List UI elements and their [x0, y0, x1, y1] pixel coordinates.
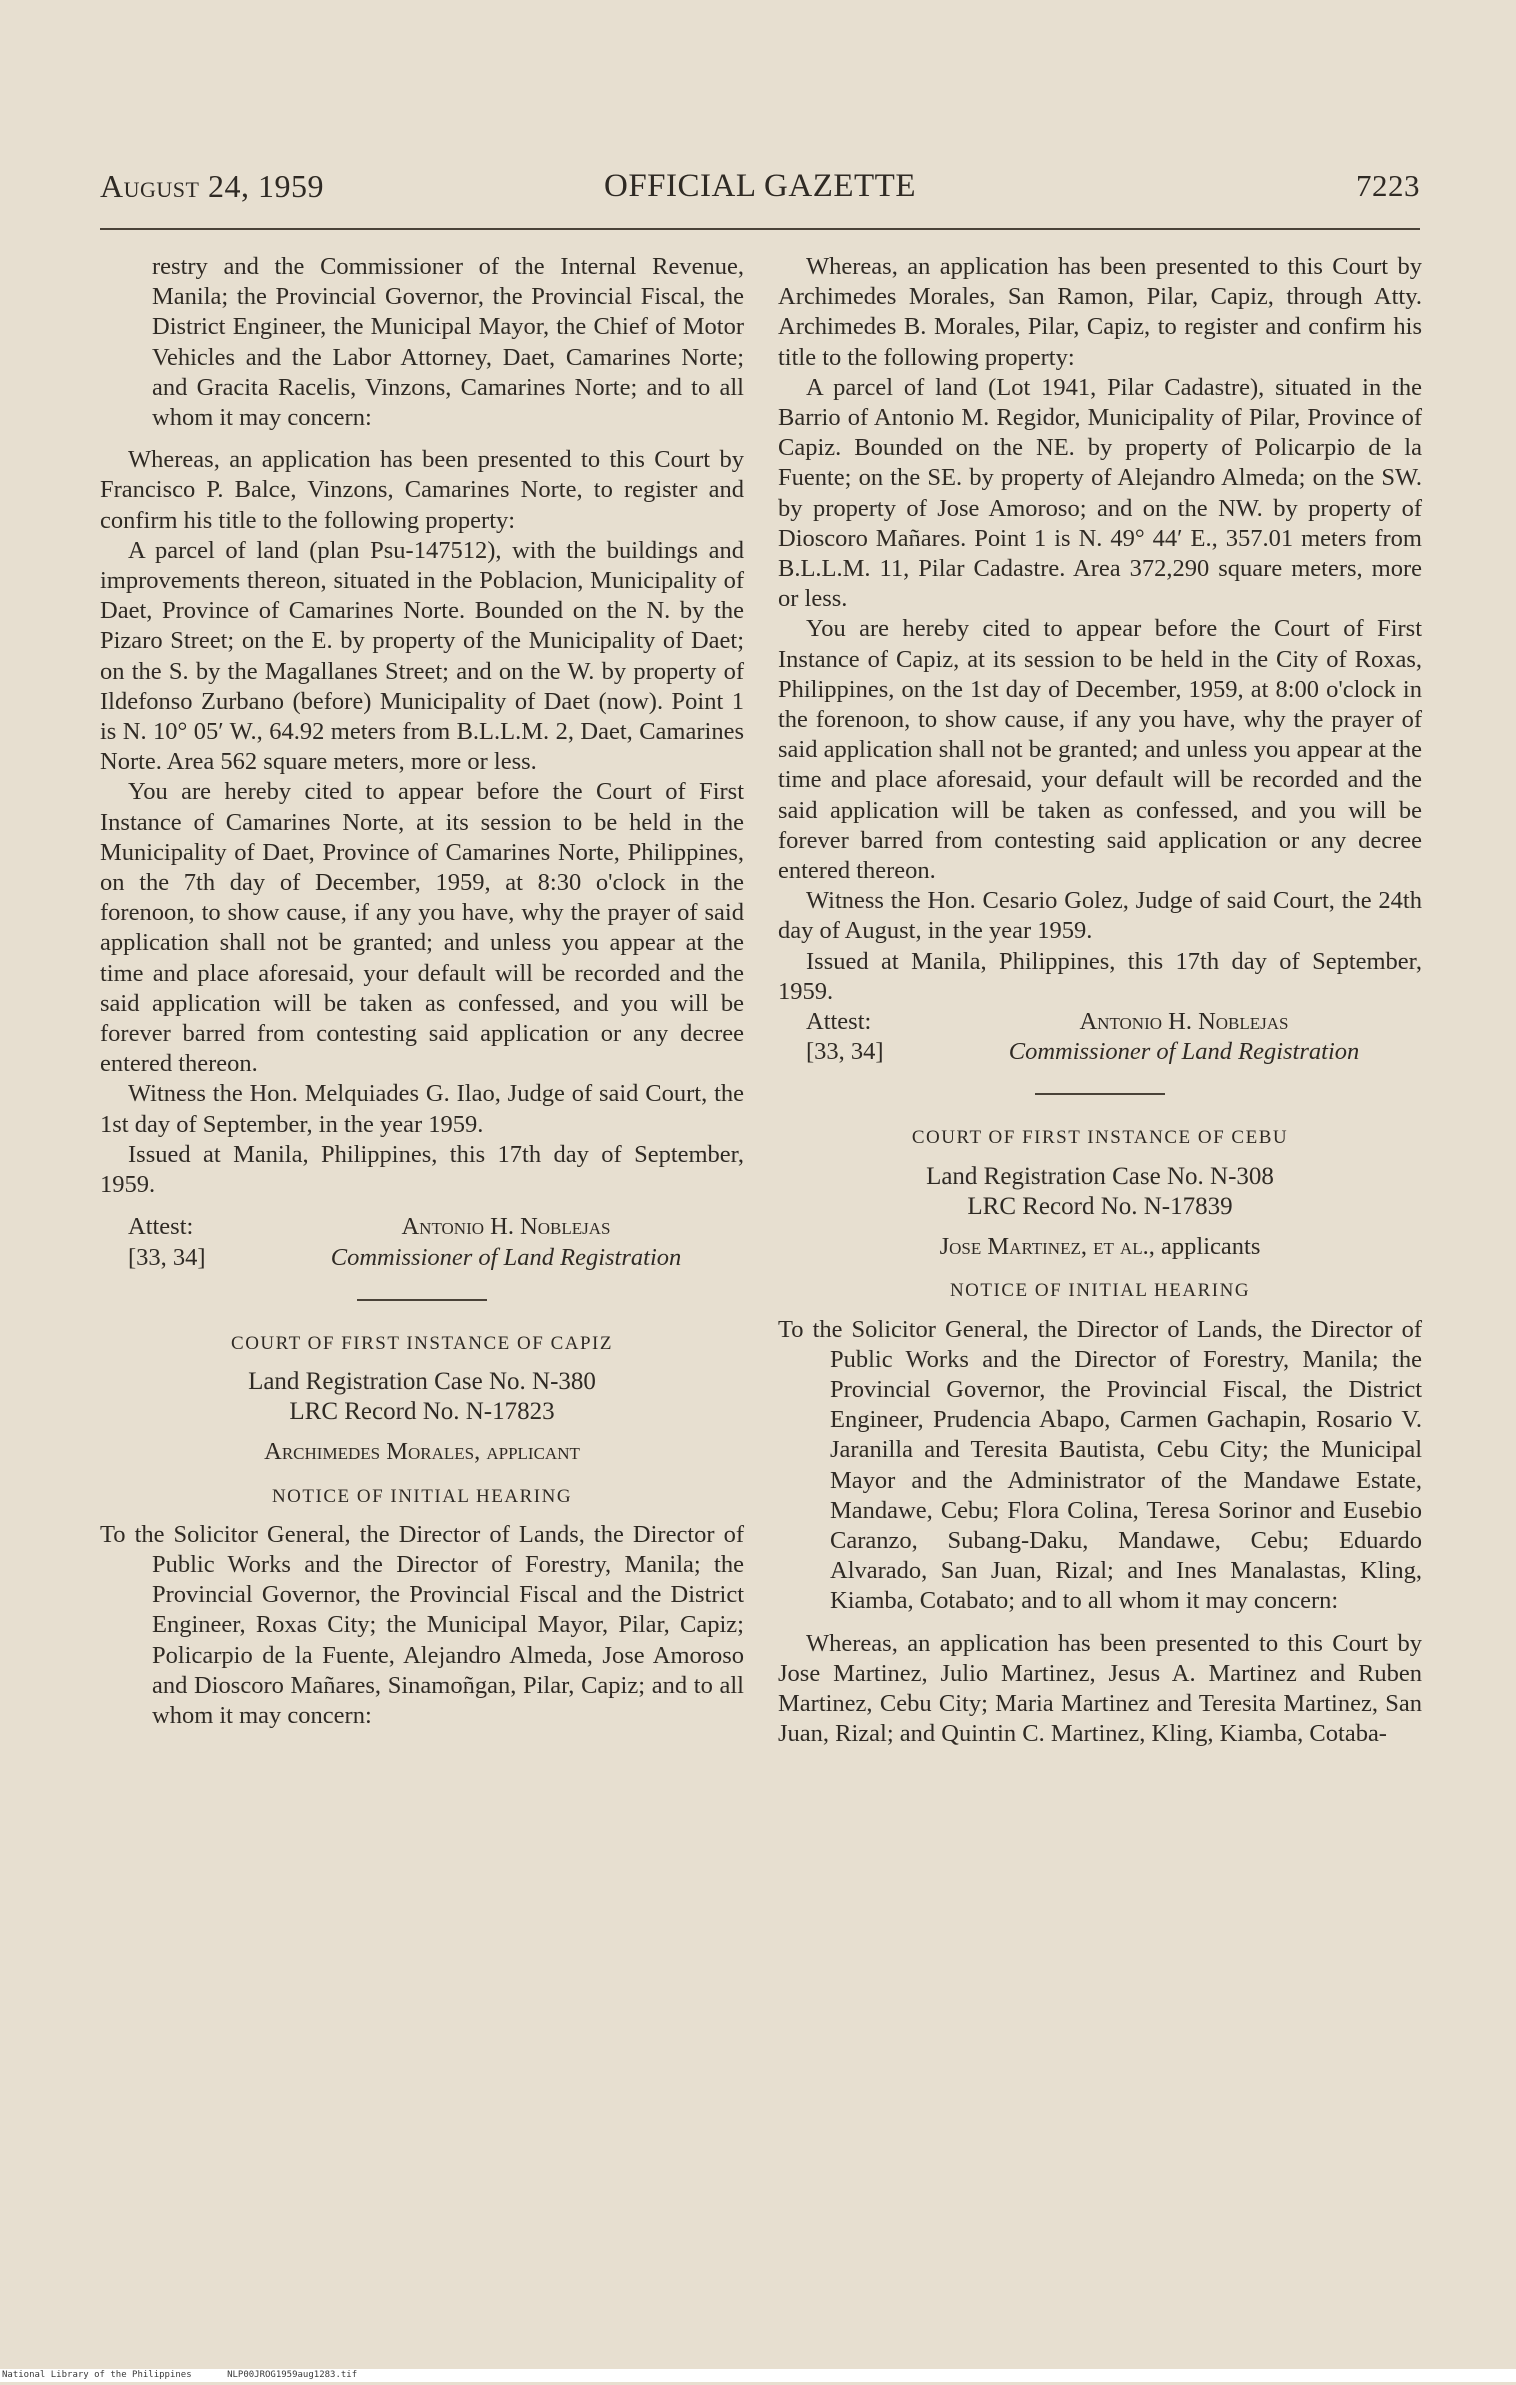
- citation-paragraph: You are hereby cited to appear before the Court of First Instance of Camarines Norte, at its session to be held in the Municipality of Daet, Province of Camarines Norte, Philippines, on the 7th day of December, 1959, at 8:30 o'clock in the forenoon, to show cause, if any you have, why the prayer of said application shall not be granted; and unless you appear at the time and place aforesaid, your default will be recorded and the said application will be taken as confessed, and you will be forever barred from contesting said application or any decree entered thereon.: [100, 778, 744, 1078]
- page-header: [100, 168, 1420, 212]
- attest-name: Antonio H. Noblejas: [1079, 1008, 1289, 1036]
- header-rule: [100, 228, 1420, 230]
- intro-paragraph: restry and the Commissioner of the Internal Revenue, Manila; the Provincial Governor, the Provincial Fiscal, the District Engineer, the Municipal Mayor, the Chief of Motor Vehicles and the Labor Attorney, Daet, Camarines Norte; and Gracita Racelis, Vinzons, Camarines Norte; and to all whom it may concern:: [152, 253, 744, 432]
- applicant-line: Archimedes Morales, applicant: [264, 1438, 580, 1466]
- page-number: 7223: [1356, 168, 1420, 203]
- section-divider: [357, 1299, 487, 1301]
- attest-title: Commissioner of Land Registration: [1008, 1038, 1360, 1066]
- parcel-description: A parcel of land (plan Psu-147512), with the buildings and improvements thereon, situated in the Poblacion, Municipality of Daet, Province of Camarines Norte. Bounded on the N. by the Pizaro Street; on the E. by property of the Municipality of Daet; on the S. by the Magallanes Street; and on the W. by property of Ildefonso Zurbano (before) Municipality of Daet (now). Point 1 is N. 10° 05′ W., 64.92 meters from B.L.L.M. 2, Daet, Camarines Norte. Area 562 square meters, more or less.: [100, 536, 744, 776]
- court-caption: COURT OF FIRST INSTANCE OF CAPIZ: [231, 1332, 613, 1354]
- lrc-record: LRC Record No. N-17823: [289, 1398, 555, 1426]
- header-title: OFFICIAL GAZETTE: [604, 168, 916, 204]
- issued-paragraph: Issued at Manila, Philippines, this 17th day of September, 1959.: [100, 1140, 744, 1199]
- citation-paragraph: You are hereby cited to appear before the Court of First Instance of Capiz, at its session to be held in the City of Roxas, Philippines, on the 1st day of December, 1959, at 8:00 o'clock in the forenoon, to show cause, if any you have, why the prayer of said application shall not be granted; and unless you appear at the time and place aforesaid, your default will be recorded and the said application will be taken as confessed, and you will be forever barred from contesting said application or any decree entered thereon.: [778, 615, 1422, 885]
- to-whom-paragraph: To the Solicitor General, the Director of Lands, the Director of Public Works and the Director of Forestry, Manila; the Provincial Governor, the Provincial Fiscal, the District Engineer, Prudencia Abapo, Carmen Gachapin, Rosario V. Jaranilla and Teresita Bautista, Cebu City; the Municipal Mayor and the Administrator of the Mandawe Estate, Mandawe, Cebu; Flora Colina, Teresa Sorinor and Eusebio Caranzo, Subang-Daku, Mandawe, Cebu; Eduardo Alvarado, San Juan, Rizal; and Ines Manalastas, Kling, Kiamba, Cotabato; and to all whom it may concern:: [778, 1315, 1422, 1615]
- notice-caption: NOTICE OF INITIAL HEARING: [271, 1485, 573, 1507]
- attest-name: Antonio H. Noblejas: [401, 1213, 611, 1241]
- scan-footer: [0, 2369, 1516, 2382]
- attest-block: [778, 1007, 1422, 1037]
- applicant-name: Jose Martinez, et al.,: [939, 1233, 1155, 1261]
- witness-paragraph: Witness the Hon. Cesario Golez, Judge of said Court, the 24th day of August, in the year 1959.: [778, 887, 1422, 945]
- case-number: Land Registration Case No. N-308: [926, 1162, 1274, 1190]
- court-caption: COURT OF FIRST INSTANCE OF CEBU: [911, 1127, 1289, 1149]
- attest-block: [100, 1212, 744, 1242]
- left-column: [100, 252, 744, 1731]
- issue-ref: [33, 34]: [806, 1038, 884, 1066]
- footer-file: NLP00JROG1959aug1283.tif: [227, 2370, 358, 2380]
- footer-library: National Library of the Philippines: [2, 2370, 192, 2380]
- issued-paragraph: Issued at Manila, Philippines, this 17th day of September, 1959.: [778, 947, 1422, 1005]
- notice-caption: NOTICE OF INITIAL HEARING: [949, 1280, 1251, 1302]
- whereas-paragraph: Whereas, an application has been presented to this Court by Archimedes Morales, San Ramon, Pilar, Capiz, through Atty. Archimedes B. Morales, Pilar, Capiz, to register and confirm his title to the following property:: [778, 253, 1422, 371]
- applicant-suffix: applicants: [1154, 1233, 1261, 1261]
- attest-title: Commissioner of Land Registration: [330, 1243, 682, 1271]
- attest-block-2: [778, 1037, 1422, 1067]
- applicant-line: [778, 1232, 1422, 1262]
- whereas-paragraph: Whereas, an application has been presented to this Court by Francisco P. Balce, Vinzons, Camarines Norte, to register and confirm his title to the following property:: [100, 446, 744, 534]
- attest-block-2: [100, 1243, 744, 1273]
- section-divider: [1035, 1093, 1165, 1095]
- header-date: August 24, 1959: [100, 168, 324, 204]
- whereas-paragraph-2: Whereas, an application has been presented to this Court by Jose Martinez, Julio Martinez, Jesus A. Martinez and Ruben Martinez, Cebu City; Maria Martinez and Teresita Martinez, San Juan, Rizal; and Quintin C. Martinez, Kling, Kiamba, Cotaba-: [778, 1629, 1422, 1748]
- right-column: [778, 252, 1422, 1749]
- issue-ref: [33, 34]: [128, 1243, 206, 1271]
- to-whom-paragraph: To the Solicitor General, the Director of Lands, the Director of Public Works and the Director of Forestry, Manila; the Provincial Governor, the Provincial Fiscal and the District Engineer, Roxas City; the Municipal Mayor, Pilar, Capiz; Policarpio de la Fuente, Alejandro Almeda, Jose Amoroso and Dioscoro Mañares, Sinamoñgan, Pilar, Capiz; and to all whom it may concern:: [100, 1520, 744, 1729]
- witness-paragraph: Witness the Hon. Melquiades G. Ilao, Judge of said Court, the 1st day of September, in the year 1959.: [100, 1080, 744, 1138]
- parcel-description: A parcel of land (Lot 1941, Pilar Cadastre), situated in the Barrio of Antonio M. Regidor, Municipality of Pilar, Province of Capiz. Bounded on the NE. by property of Policarpio de la Fuente; on the SE. by property of Alejandro Almeda; on the SW. by property of Jose Amoroso; and on the NW. by property of Dioscoro Mañares. Point 1 is N. 49° 44′ E., 357.01 meters from B.L.L.M. 11, Pilar Cadastre. Area 372,290 square meters, more or less.: [778, 373, 1422, 613]
- attest-label: Attest:: [806, 1008, 872, 1036]
- attest-label: Attest:: [128, 1213, 194, 1241]
- lrc-record: LRC Record No. N-17839: [967, 1192, 1233, 1220]
- case-number: Land Registration Case No. N-380: [248, 1367, 596, 1395]
